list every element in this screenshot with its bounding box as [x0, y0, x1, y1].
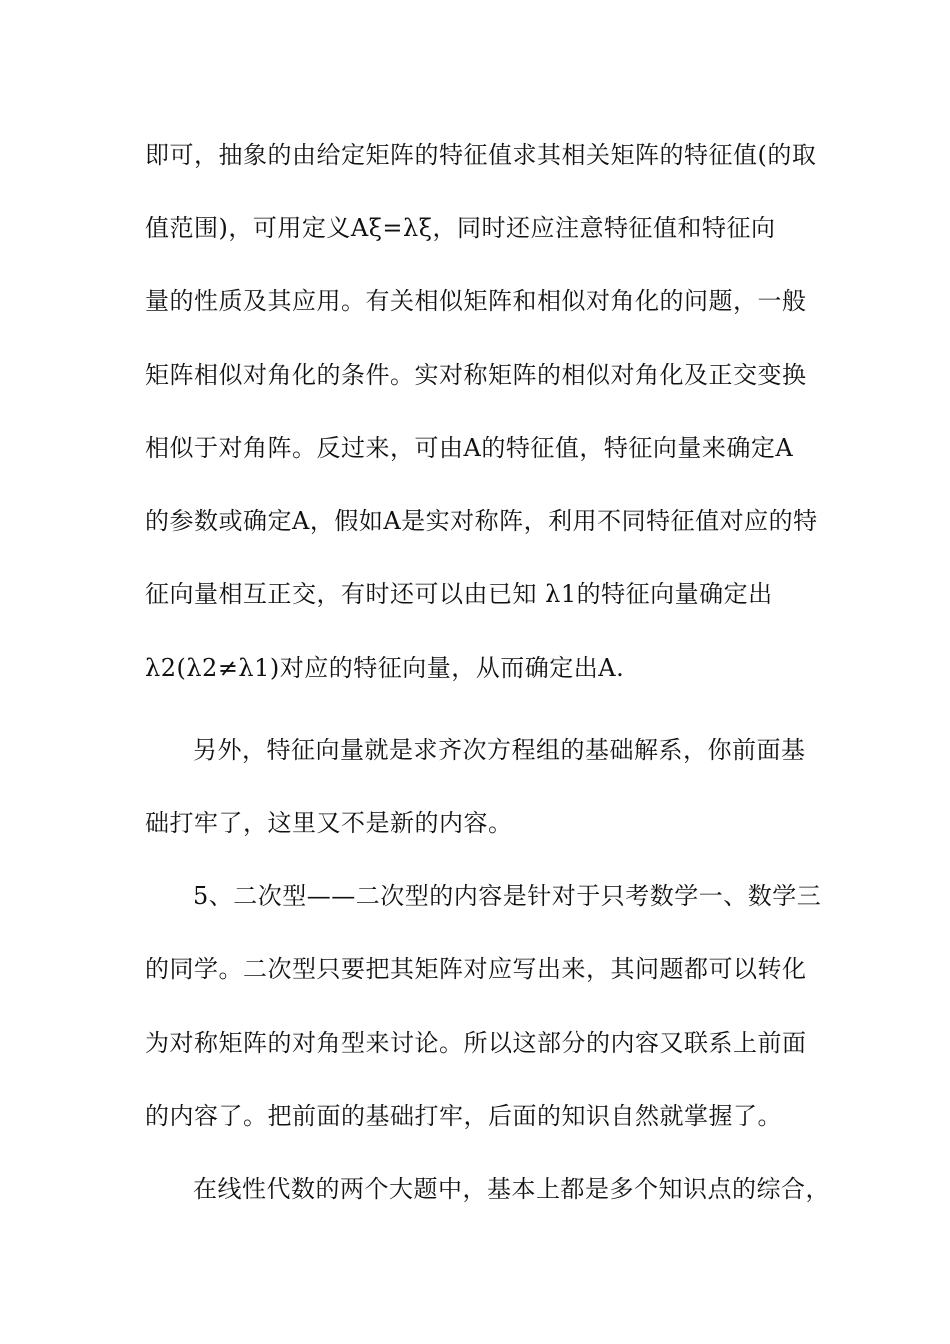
text-line: λ2(λ2≠λ1)对应的特征向量，从而确定出A.: [145, 654, 625, 682]
text-line: 矩阵相似对角化的条件。实对称矩阵的相似对角化及正交变换: [145, 361, 807, 389]
text-line: 的同学。二次型只要把其矩阵对应写出来，其问题都可以转化: [145, 955, 807, 983]
paragraph-first-line: 5、二次型——二次型的内容是针对于只考数学一、数学三: [193, 882, 822, 910]
text-line: 值范围)，可用定义Aξ=λξ，同时还应注意特征值和特征向: [145, 214, 776, 242]
text-line: 征向量相互正交，有时还可以由已知 λ1的特征向量确定出: [145, 580, 773, 608]
text-line: 量的性质及其应用。有关相似矩阵和相似对角化的问题，一般: [145, 287, 807, 315]
text-line: 为对称矩阵的对角型来讨论。所以这部分的内容又联系上前面: [145, 1029, 807, 1057]
text-line: 的参数或确定A，假如A是实对称阵，利用不同特征值对应的特: [145, 507, 818, 535]
text-line: 即可，抽象的由给定矩阵的特征值求其相关矩阵的特征值(的取: [145, 141, 817, 169]
text-line: 相似于对角阵。反过来，可由A的特征值，特征向量来确定A: [145, 434, 794, 462]
text-line: 础打牢了，这里又不是新的内容。: [145, 809, 513, 837]
paragraph-first-line: 在线性代数的两个大题中，基本上都是多个知识点的综合，: [193, 1175, 830, 1203]
paragraph-first-line: 另外，特征向量就是求齐次方程组的基础解系，你前面基: [193, 736, 806, 764]
text-line: 的内容了。把前面的基础打牢，后面的知识自然就掌握了。: [145, 1102, 782, 1130]
